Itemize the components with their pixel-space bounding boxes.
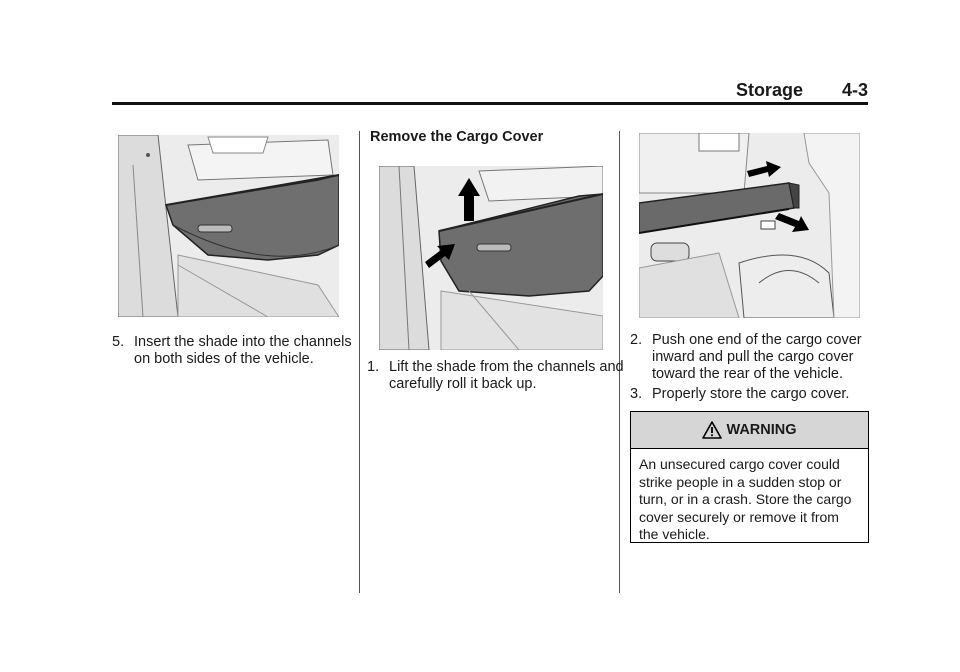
step-number: 2. (630, 332, 643, 348)
section-heading: Remove the Cargo Cover (370, 129, 544, 145)
step-1 (367, 359, 629, 393)
step-text: Push one end of the cargo cover inward and pull the cargo cover toward the rear of the vehicle. (652, 332, 862, 382)
step-3 (630, 386, 892, 403)
page-number: 4-3 (841, 80, 868, 100)
header-rule (112, 102, 868, 105)
section-title: Storage (735, 80, 803, 100)
step-number: 3. (630, 386, 643, 402)
step-text: Lift the shade from the channels and carefully roll it back up. (389, 359, 624, 392)
figure-lift-shade (379, 166, 603, 350)
warning-header (631, 412, 868, 449)
step-text: Insert the shade into the channels on both sides of the vehicle. (134, 334, 352, 367)
warning-text: An unsecured cargo cover could strike people in a sudden stop or turn, or in a crash. Store the cargo cover securely or remove it from the vehicle. (639, 456, 852, 542)
step-2 (630, 332, 892, 383)
figure-install-shade (118, 135, 339, 317)
page-header (112, 80, 868, 104)
step-5 (112, 334, 364, 368)
figure-remove-cover (639, 133, 860, 318)
warning-triangle-icon (702, 421, 722, 439)
step-number: 5. (112, 334, 125, 350)
step-number: 1. (367, 359, 380, 375)
step-text: Properly store the cargo cover. (652, 386, 850, 402)
warning-title: WARNING (726, 422, 797, 438)
warning-box (630, 411, 869, 543)
